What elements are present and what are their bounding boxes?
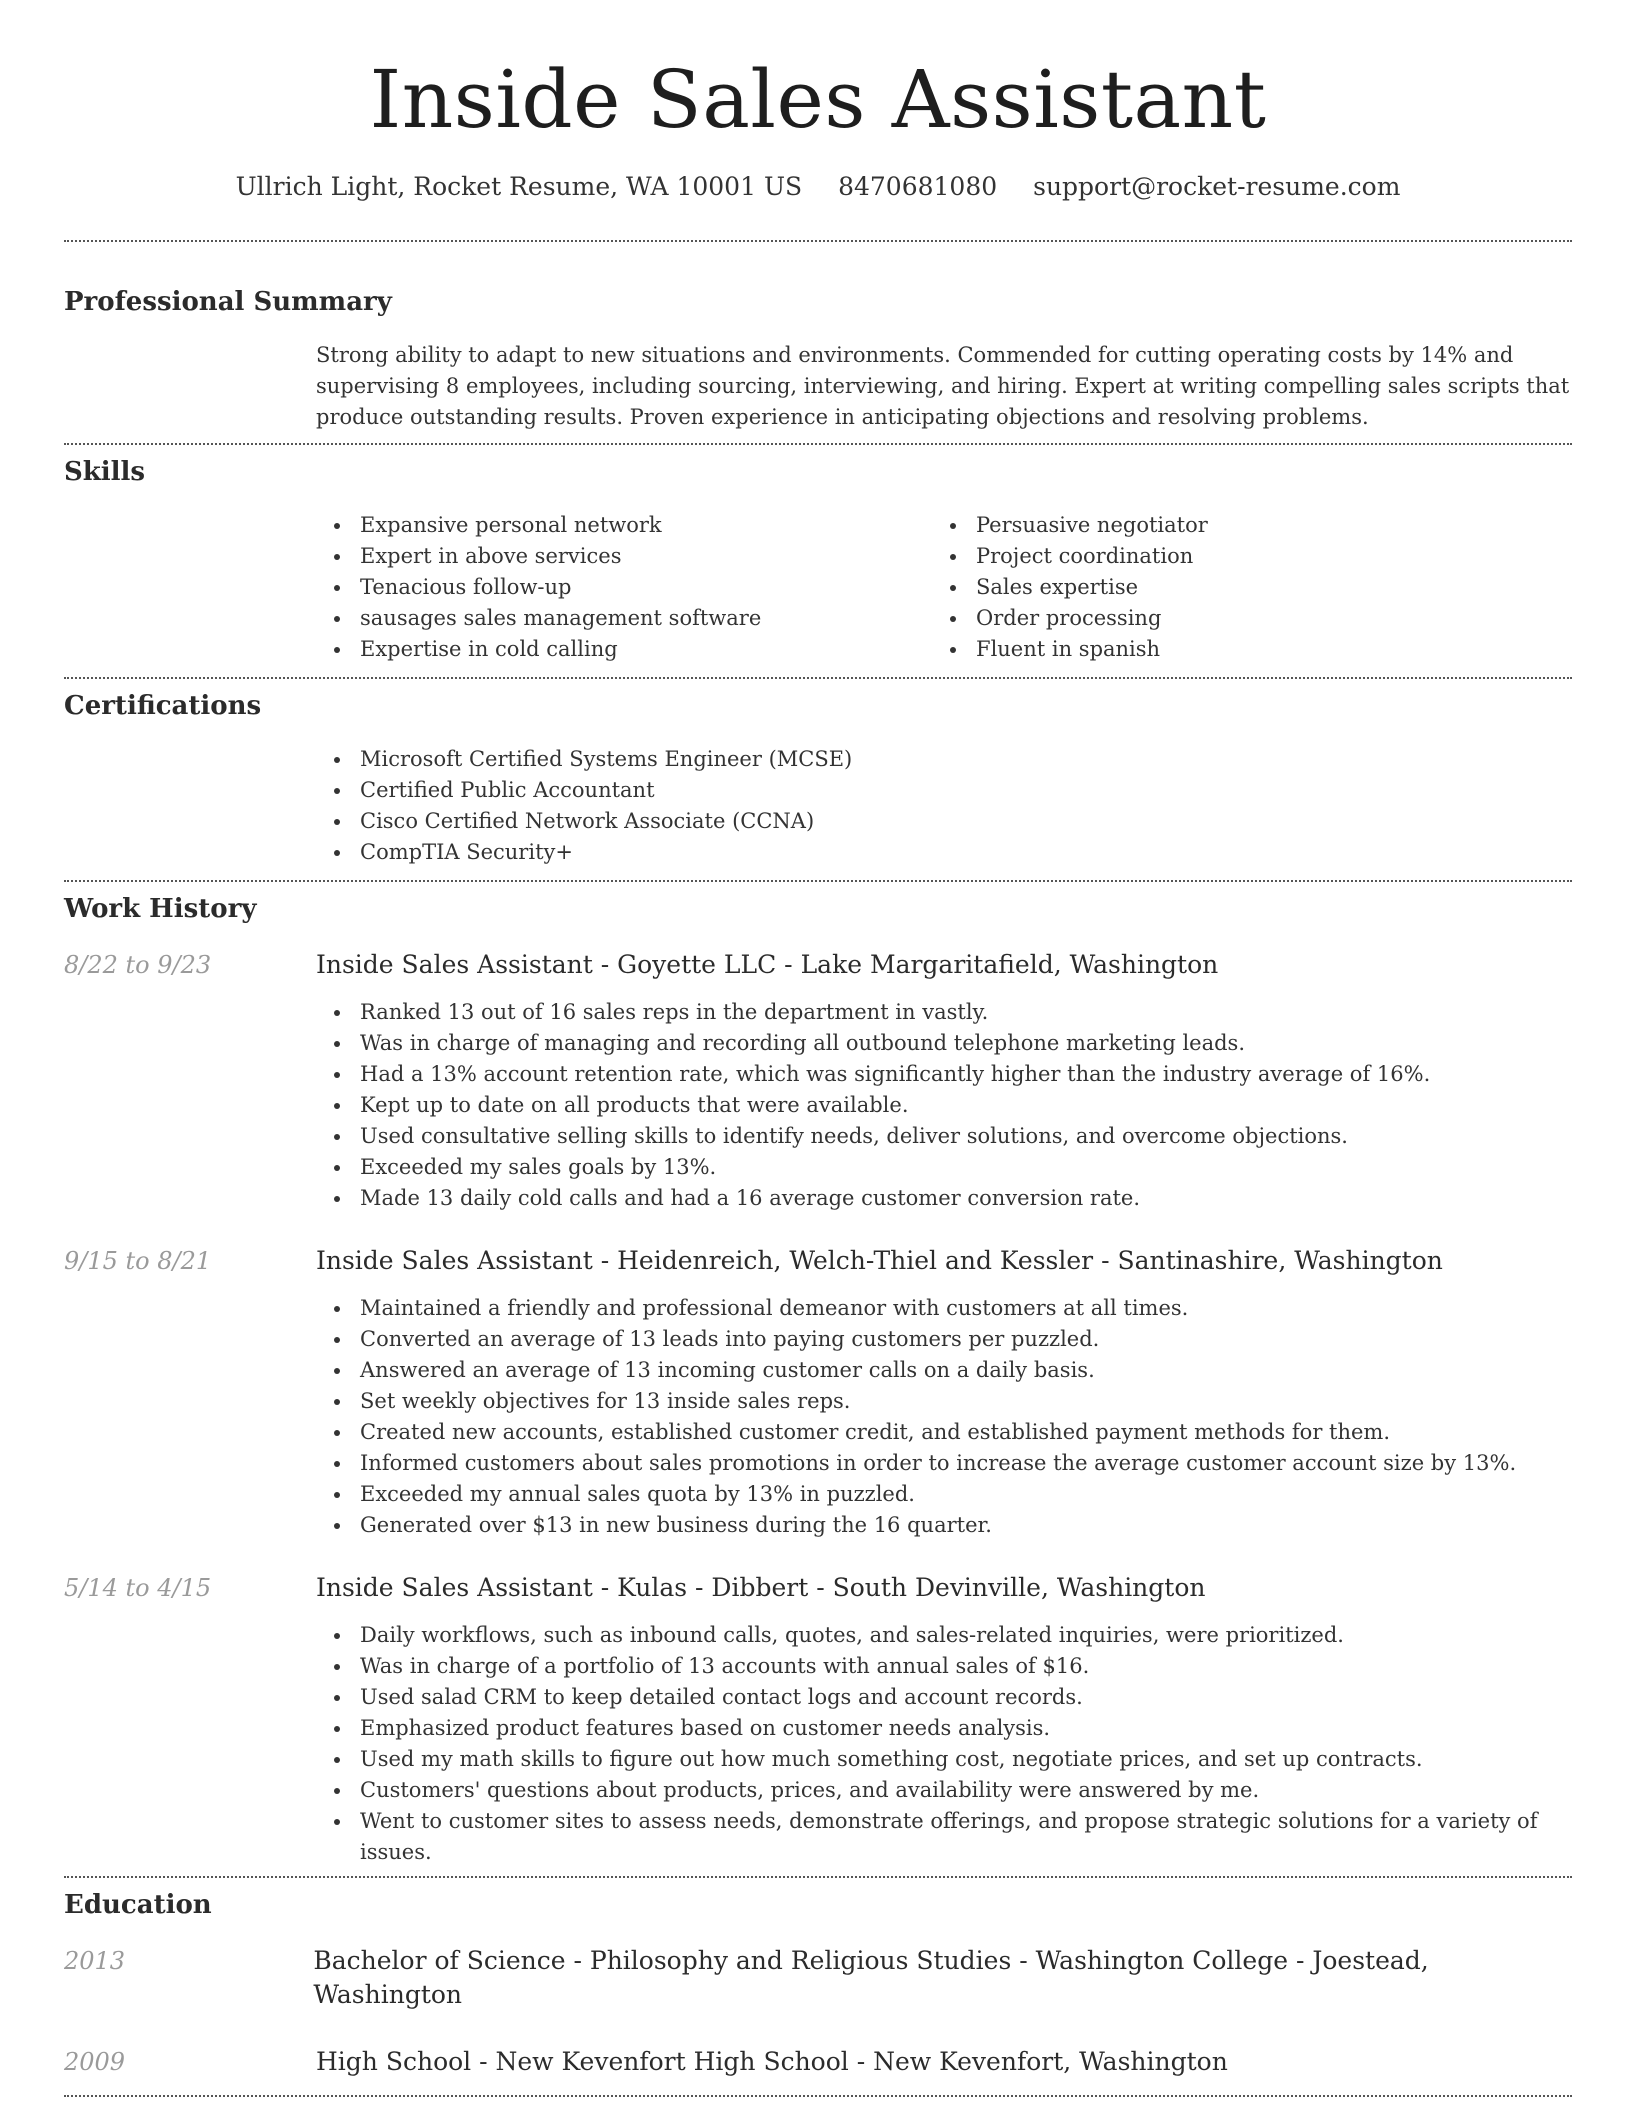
job-bullet: Ranked 13 out of 16 sales reps in the department in vastly. (316, 997, 1572, 1028)
job-entry (64, 1571, 1572, 1868)
job-header (64, 1571, 1572, 1605)
job-bullet: Made 13 daily cold calls and had a 16 average customer conversion rate. (316, 1183, 1572, 1214)
job-dates: 8/22 to 9/23 (64, 951, 212, 979)
job-header (64, 1244, 1572, 1278)
education-year: 2013 (64, 1947, 126, 1975)
job-bullet: Informed customers about sales promotions in order to increase the average customer account size by 13%. (316, 1448, 1572, 1479)
job-dates: 5/14 to 4/15 (64, 1574, 212, 1602)
contact-phone: 8470681080 (838, 172, 998, 201)
skill-item: Fluent in spanish (932, 634, 1548, 665)
education-section (64, 1888, 1572, 2079)
job-bullet: Used consultative selling skills to identify needs, deliver solutions, and overcome objections. (316, 1121, 1572, 1152)
job-header (64, 948, 1572, 982)
education-title: High School - New Kevenfort High School - New Kevenfort, Washington (316, 2047, 1228, 2076)
skills-list-right (932, 510, 1548, 665)
certification-item: Cisco Certified Network Associate (CCNA) (316, 806, 1572, 837)
resume-page (64, 0, 1572, 2097)
job-bullet: Used my math skills to figure out how much something cost, negotiate prices, and set up contracts. (316, 1744, 1572, 1775)
section-divider (64, 880, 1572, 882)
job-bullets (316, 997, 1572, 1214)
job-bullet: Daily workflows, such as inbound calls, quotes, and sales-related inquiries, were prioritized. (316, 1620, 1572, 1651)
skills-grid (316, 510, 1572, 665)
job-bullet: Converted an average of 13 leads into paying customers per puzzled. (316, 1324, 1572, 1355)
education-year: 2009 (64, 2048, 126, 2076)
job-bullet: Had a 13% account retention rate, which was significantly higher than the industry average of 16%. (316, 1059, 1572, 1090)
education-heading: Education (64, 1890, 212, 1920)
education-entry (64, 2045, 1572, 2079)
skills-column-left (316, 510, 932, 665)
job-bullet: Exceeded my sales goals by 13%. (316, 1152, 1572, 1183)
skill-item: Project coordination (932, 541, 1548, 572)
section-divider (64, 443, 1572, 445)
skill-item: Expert in above services (316, 541, 932, 572)
skills-list-left (316, 510, 932, 665)
summary-heading: Professional Summary (64, 287, 392, 317)
job-bullet: Was in charge of managing and recording all outbound telephone marketing leads. (316, 1028, 1572, 1059)
contact-address: Ullrich Light, Rocket Resume, WA 10001 US (235, 172, 803, 201)
certification-item: Certified Public Accountant (316, 775, 1572, 806)
work-history-section (64, 892, 1572, 1868)
skills-heading: Skills (64, 457, 146, 487)
job-bullet: Exceeded my annual sales quota by 13% in puzzled. (316, 1479, 1572, 1510)
job-bullet: Created new accounts, established customer credit, and established payment methods for them. (316, 1417, 1572, 1448)
job-bullet: Maintained a friendly and professional demeanor with customers at all times. (316, 1293, 1572, 1324)
job-title: Inside Sales Assistant - Heidenreich, Welch-Thiel and Kessler - Santinashire, Washington (316, 1246, 1443, 1275)
job-bullets (316, 1620, 1572, 1868)
job-bullet: Was in charge of a portfolio of 13 accounts with annual sales of $16. (316, 1651, 1572, 1682)
education-title: Bachelor of Science - Philosophy and Religious Studies - Washington College - Joestead, Washington (313, 1946, 1429, 2009)
skills-section (64, 455, 1572, 665)
job-bullet: Went to customer sites to assess needs, demonstrate offerings, and propose strategic solutions for a variety of issues. (316, 1806, 1572, 1868)
summary-section (64, 285, 1572, 433)
skill-item: Expansive personal network (316, 510, 932, 541)
skill-item: Order processing (932, 603, 1548, 634)
summary-text: Strong ability to adapt to new situations and environments. Commended for cutting operating costs by 14% and supervising 8 employees, including sourcing, interviewing, and hiring. Expert at writing compelling sales scripts that produce outstanding results. Proven experience in anticipating objections and resolving problems. (316, 343, 1570, 429)
job-title: Inside Sales Assistant - Goyette LLC - Lake Margaritafield, Washington (316, 950, 1219, 979)
job-entry (64, 1244, 1572, 1541)
job-bullet: Set weekly objectives for 13 inside sales reps. (316, 1386, 1572, 1417)
skills-column-right (932, 510, 1548, 665)
skill-item: Sales expertise (932, 572, 1548, 603)
section-divider (64, 1876, 1572, 1878)
section-divider (64, 240, 1572, 242)
job-bullets (316, 1293, 1572, 1541)
job-bullet: Generated over $13 in new business during the 16 quarter. (316, 1510, 1572, 1541)
job-bullet: Emphasized product features based on customer needs analysis. (316, 1713, 1572, 1744)
contact-line (64, 152, 1572, 240)
skill-item: Persuasive negotiator (932, 510, 1548, 541)
job-bullet: Customers' questions about products, prices, and availability were answered by me. (316, 1775, 1572, 1806)
education-entry (64, 1944, 1572, 2012)
skill-item: sausages sales management software (316, 603, 932, 634)
skill-item: Expertise in cold calling (316, 634, 932, 665)
certifications-heading: Certifications (64, 691, 262, 721)
job-bullet: Answered an average of 13 incoming customer calls on a daily basis. (316, 1355, 1572, 1386)
resume-title: Inside Sales Assistant (369, 53, 1267, 146)
certification-item: Microsoft Certified Systems Engineer (MCSE) (316, 744, 1572, 775)
skill-item: Tenacious follow-up (316, 572, 932, 603)
job-bullet: Used salad CRM to keep detailed contact logs and account records. (316, 1682, 1572, 1713)
job-title: Inside Sales Assistant - Kulas - Dibbert - South Devinville, Washington (316, 1573, 1206, 1602)
certification-item: CompTIA Security+ (316, 837, 1572, 868)
section-divider (64, 677, 1572, 679)
job-bullet: Kept up to date on all products that were available. (316, 1090, 1572, 1121)
certifications-section (64, 689, 1572, 868)
contact-email[interactable]: support@rocket-resume.com (1033, 172, 1401, 201)
certifications-list (316, 744, 1572, 868)
section-divider (64, 2095, 1572, 2097)
work-history-heading: Work History (64, 894, 257, 924)
job-entry (64, 948, 1572, 1214)
job-dates: 9/15 to 8/21 (64, 1247, 212, 1275)
